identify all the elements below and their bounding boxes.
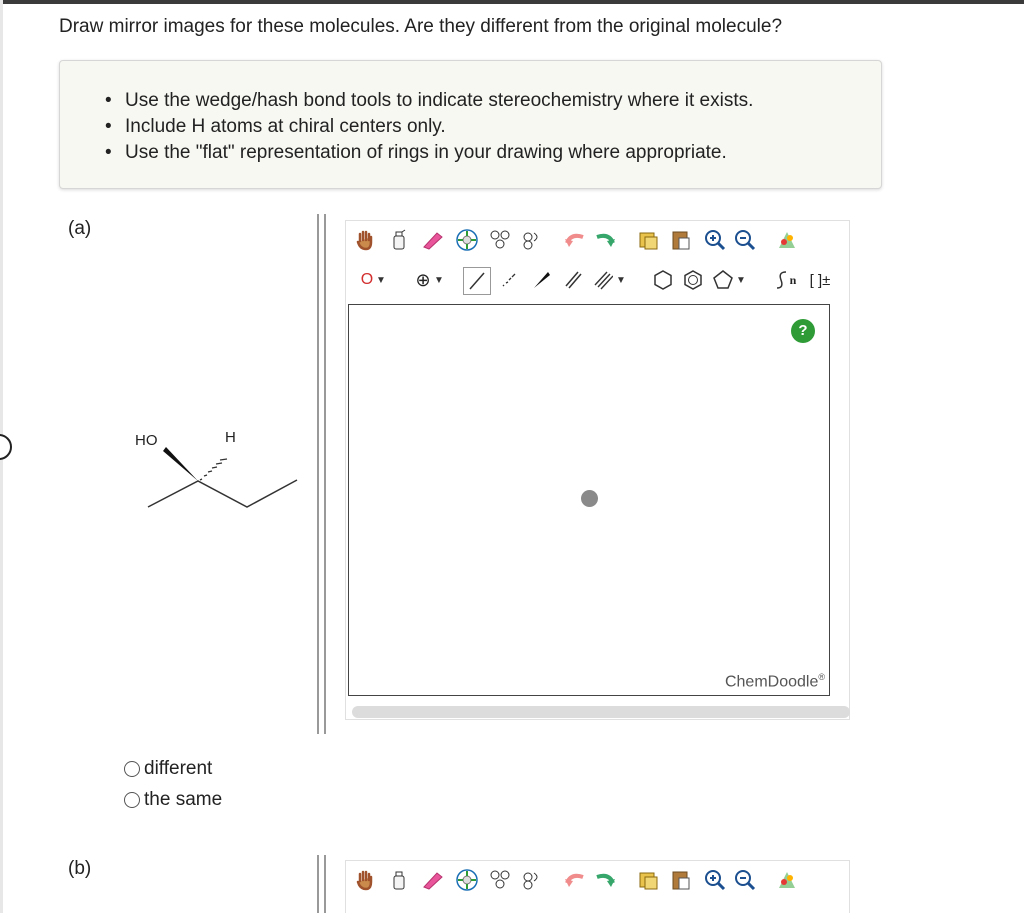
option-label: the same — [144, 789, 223, 810]
help-button[interactable]: ? — [791, 319, 815, 343]
drawing-canvas[interactable] — [348, 304, 830, 696]
sgroup-label: n — [789, 272, 797, 287]
ring-dropdown-icon[interactable]: ▼ — [736, 274, 746, 286]
zoom-in-icon[interactable] — [702, 227, 728, 253]
template-icon[interactable] — [488, 227, 514, 253]
lasso-icon[interactable] — [386, 227, 412, 253]
undo-icon[interactable] — [562, 227, 588, 253]
carbon-chain — [148, 480, 297, 507]
side-handle[interactable] — [0, 434, 12, 460]
element-selector-label: O — [360, 271, 374, 288]
canvas-atom-cursor — [581, 490, 598, 507]
copy-icon[interactable] — [636, 227, 662, 253]
benzene-icon[interactable] — [680, 267, 706, 293]
triple-bond-icon[interactable] — [590, 267, 616, 293]
top-border — [0, 0, 1024, 4]
eraser-icon[interactable] — [420, 867, 446, 893]
vertical-divider-b — [317, 855, 326, 913]
h-label: H — [225, 429, 236, 446]
zoom-out-icon[interactable] — [732, 867, 758, 893]
center-icon[interactable] — [454, 867, 480, 893]
horizontal-scrollbar[interactable] — [352, 706, 850, 718]
rings-icon[interactable] — [520, 227, 546, 253]
redo-icon[interactable] — [592, 227, 618, 253]
charge-dropdown-icon[interactable]: ▼ — [434, 274, 444, 286]
paste-icon[interactable] — [668, 867, 694, 893]
clean-icon[interactable] — [774, 227, 800, 253]
zoom-in-icon[interactable] — [702, 867, 728, 893]
undo-icon[interactable] — [562, 867, 588, 893]
sgroup-button[interactable] — [770, 267, 800, 293]
single-bond-icon[interactable] — [463, 267, 491, 295]
brackets-label: [ ]± — [809, 271, 831, 289]
hash-bond-icon[interactable] — [496, 267, 522, 293]
wedge-bond-icon[interactable] — [528, 267, 554, 293]
cyclopentane-icon[interactable] — [710, 267, 736, 293]
chemdoodle-brand: ChemDoodle® — [724, 671, 825, 690]
ho-label: HO — [135, 432, 158, 449]
instruction-item: • Include H atoms at chiral centers only. — [105, 114, 753, 140]
brackets-button[interactable] — [802, 267, 838, 293]
toolbar-row-1 — [346, 227, 851, 257]
toolbar-row-2 — [346, 267, 851, 297]
option-same[interactable] — [124, 789, 222, 811]
instruction-item: • Use the wedge/hash bond tools to indicate stereochemistry where it exists. — [105, 88, 753, 114]
double-bond-icon[interactable] — [560, 267, 586, 293]
question-text: Draw mirror images for these molecules. Are they different from the original molecule? — [59, 16, 783, 37]
cyclohexane-icon[interactable] — [650, 267, 676, 293]
charge-label: ⊕ — [415, 269, 431, 290]
hand-icon[interactable] — [352, 227, 378, 253]
eraser-icon[interactable] — [420, 227, 446, 253]
wedge-bond — [163, 447, 198, 481]
copy-icon[interactable] — [636, 867, 662, 893]
option-label: different — [144, 758, 213, 779]
instructions-box — [59, 60, 882, 189]
clean-icon[interactable] — [774, 867, 800, 893]
radio-button[interactable] — [124, 792, 140, 808]
toolbar-row-1-b — [346, 867, 851, 897]
option-different[interactable] — [124, 758, 212, 780]
rings-icon[interactable] — [520, 867, 546, 893]
part-b-label: (b) — [68, 858, 92, 879]
radio-button[interactable] — [124, 761, 140, 777]
redo-icon[interactable] — [592, 867, 618, 893]
chemdoodle-editor-b — [345, 860, 850, 913]
vertical-divider — [317, 214, 326, 734]
lasso-icon[interactable] — [386, 867, 412, 893]
bond-dropdown-icon[interactable]: ▼ — [616, 274, 626, 286]
molecule-a-structure — [130, 420, 310, 525]
part-a-label: (a) — [68, 218, 92, 239]
zoom-out-icon[interactable] — [732, 227, 758, 253]
instruction-item: • Use the "flat" representation of rings in your drawing where appropriate. — [105, 140, 753, 166]
element-dropdown-icon[interactable]: ▼ — [376, 274, 386, 286]
hand-icon[interactable] — [352, 867, 378, 893]
hash-bond — [200, 459, 227, 480]
template-icon[interactable] — [488, 867, 514, 893]
center-icon[interactable] — [454, 227, 480, 253]
chemdoodle-editor-a — [345, 220, 850, 720]
paste-icon[interactable] — [668, 227, 694, 253]
